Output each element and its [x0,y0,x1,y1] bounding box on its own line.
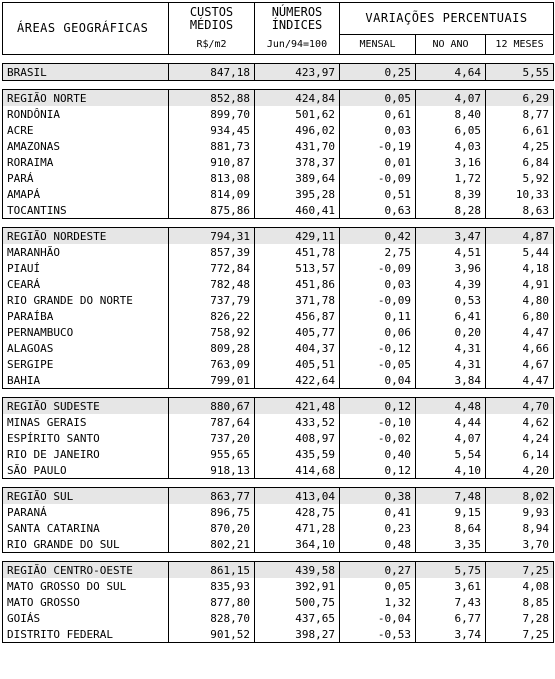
cell-meses12: 8,85 [486,594,554,610]
cell-indice: 414,68 [255,462,340,479]
cell-mensal: -0,09 [340,170,416,186]
cell-meses12: 4,91 [486,276,554,292]
cell-meses12: 4,87 [486,228,554,245]
areas-header: ÁREAS GEOGRÁFICAS [3,3,169,55]
cell-ano: 9,15 [416,504,486,520]
cell-ano: 4,07 [416,90,486,107]
cell-mensal: -0,19 [340,138,416,154]
cell-custo: 934,45 [169,122,255,138]
area-name: PIAUÍ [3,260,169,276]
state-row [3,504,554,520]
state-row [3,308,554,324]
cell-indice: 364,10 [255,536,340,553]
area-name: RORAIMA [3,154,169,170]
cell-mensal: -0,53 [340,626,416,643]
spacer-row [3,553,554,562]
cell-ano: 5,54 [416,446,486,462]
cell-mensal: 0,04 [340,372,416,389]
state-row [3,122,554,138]
area-name: SANTA CATARINA [3,520,169,536]
state-row [3,626,554,643]
region-row [3,90,554,107]
state-row [3,356,554,372]
cell-ano: 4,64 [416,64,486,81]
header-row-top [3,3,554,35]
cell-ano: 8,40 [416,106,486,122]
cell-custo: 782,48 [169,276,255,292]
spacer-row [3,389,554,398]
cell-custo: 955,65 [169,446,255,462]
variacoes-header: VARIAÇÕES PERCENTUAIS [340,3,554,35]
table-body [3,55,554,643]
cell-indice: 471,28 [255,520,340,536]
cell-indice: 378,37 [255,154,340,170]
state-row [3,536,554,553]
area-name: RIO DE JANEIRO [3,446,169,462]
cell-custo: 758,92 [169,324,255,340]
cell-indice: 423,97 [255,64,340,81]
state-row [3,202,554,219]
region-row [3,488,554,505]
area-name: MARANHÃO [3,244,169,260]
cell-meses12: 4,24 [486,430,554,446]
cell-mensal: -0,04 [340,610,416,626]
cell-meses12: 6,61 [486,122,554,138]
state-row [3,430,554,446]
cell-indice: 439,58 [255,562,340,579]
cell-custo: 910,87 [169,154,255,170]
state-row [3,462,554,479]
cell-ano: 6,41 [416,308,486,324]
cell-meses12: 9,93 [486,504,554,520]
region-row [3,562,554,579]
cell-ano: 4,31 [416,340,486,356]
cell-meses12: 6,80 [486,308,554,324]
cell-meses12: 7,28 [486,610,554,626]
state-row [3,186,554,202]
spacer-row [3,81,554,90]
unit-indices: Jun/94=100 [255,35,340,55]
area-name: SÃO PAULO [3,462,169,479]
cell-indice: 404,37 [255,340,340,356]
col-12-meses: 12 MESES [486,35,554,55]
cell-meses12: 7,25 [486,626,554,643]
state-row [3,414,554,430]
cell-ano: 3,96 [416,260,486,276]
cell-mensal: 0,12 [340,462,416,479]
cell-custo: 901,52 [169,626,255,643]
cell-meses12: 4,20 [486,462,554,479]
spacer-cell [3,55,554,64]
cell-custo: 737,20 [169,430,255,446]
area-name: REGIÃO SUL [3,488,169,505]
cell-ano: 4,39 [416,276,486,292]
cell-meses12: 8,77 [486,106,554,122]
cell-mensal: 0,05 [340,90,416,107]
spacer-cell [3,389,554,398]
area-name: AMAZONAS [3,138,169,154]
col-mensal: MENSAL [340,35,416,55]
cell-mensal: 0,06 [340,324,416,340]
area-name: PARAÍBA [3,308,169,324]
cost-table [2,2,554,643]
cell-indice: 433,52 [255,414,340,430]
spacer-row [3,55,554,64]
cell-meses12: 5,92 [486,170,554,186]
cell-indice: 408,97 [255,430,340,446]
state-row [3,106,554,122]
indices-header: NÚMEROS ÍNDICES [255,3,340,35]
unit-custos: R$/m2 [169,35,255,55]
cell-meses12: 7,25 [486,562,554,579]
area-name: RIO GRANDE DO SUL [3,536,169,553]
cell-mensal: 0,38 [340,488,416,505]
area-name: AMAPÁ [3,186,169,202]
cell-mensal: 0,48 [340,536,416,553]
area-name: MINAS GERAIS [3,414,169,430]
cell-meses12: 4,66 [486,340,554,356]
cell-mensal: -0,05 [340,356,416,372]
cell-meses12: 4,47 [486,324,554,340]
cell-custo: 857,39 [169,244,255,260]
cell-ano: 7,48 [416,488,486,505]
cell-indice: 437,65 [255,610,340,626]
cell-mensal: 0,61 [340,106,416,122]
cell-indice: 371,78 [255,292,340,308]
cell-ano: 4,07 [416,430,486,446]
cell-indice: 428,75 [255,504,340,520]
cell-mensal: 0,12 [340,398,416,415]
cell-meses12: 4,70 [486,398,554,415]
area-name: REGIÃO CENTRO-OESTE [3,562,169,579]
cell-ano: 4,44 [416,414,486,430]
spacer-cell [3,553,554,562]
cell-ano: 3,84 [416,372,486,389]
cell-ano: 3,35 [416,536,486,553]
cell-custo: 772,84 [169,260,255,276]
cell-ano: 4,03 [416,138,486,154]
cell-meses12: 8,94 [486,520,554,536]
cell-meses12: 3,70 [486,536,554,553]
cell-ano: 4,31 [416,356,486,372]
cell-custo: 835,93 [169,578,255,594]
cell-meses12: 8,02 [486,488,554,505]
cell-custo: 870,20 [169,520,255,536]
area-name: BAHIA [3,372,169,389]
cell-indice: 460,41 [255,202,340,219]
region-row [3,228,554,245]
cell-mensal: 0,40 [340,446,416,462]
cell-custo: 881,73 [169,138,255,154]
area-name: PARÁ [3,170,169,186]
cell-mensal: 0,03 [340,276,416,292]
cell-indice: 392,91 [255,578,340,594]
cell-mensal: 0,51 [340,186,416,202]
spacer-cell [3,219,554,228]
cell-mensal: 1,32 [340,594,416,610]
cell-indice: 451,78 [255,244,340,260]
cell-indice: 431,70 [255,138,340,154]
cell-custo: 861,15 [169,562,255,579]
area-name: TOCANTINS [3,202,169,219]
cell-ano: 8,64 [416,520,486,536]
region-row [3,398,554,415]
cell-ano: 6,77 [416,610,486,626]
cell-custo: 794,31 [169,228,255,245]
cell-meses12: 4,08 [486,578,554,594]
state-row [3,340,554,356]
cell-meses12: 4,25 [486,138,554,154]
cell-custo: 799,01 [169,372,255,389]
cell-meses12: 4,47 [486,372,554,389]
col-no-ano: NO ANO [416,35,486,55]
cell-indice: 456,87 [255,308,340,324]
state-row [3,446,554,462]
cell-custo: 787,64 [169,414,255,430]
cell-ano: 5,75 [416,562,486,579]
cell-custo: 863,77 [169,488,255,505]
area-name: REGIÃO SUDESTE [3,398,169,415]
cell-indice: 398,27 [255,626,340,643]
cell-indice: 424,84 [255,90,340,107]
cell-ano: 4,10 [416,462,486,479]
cell-custo: 828,70 [169,610,255,626]
cell-custo: 880,67 [169,398,255,415]
cell-meses12: 6,14 [486,446,554,462]
spacer-cell [3,479,554,488]
cell-mensal: -0,02 [340,430,416,446]
state-row [3,324,554,340]
state-row [3,372,554,389]
cell-indice: 500,75 [255,594,340,610]
cell-mensal: 0,11 [340,308,416,324]
cell-meses12: 4,62 [486,414,554,430]
spacer-row [3,219,554,228]
cell-meses12: 6,29 [486,90,554,107]
spacer-cell [3,81,554,90]
area-name: SERGIPE [3,356,169,372]
cell-ano: 4,48 [416,398,486,415]
cell-meses12: 4,80 [486,292,554,308]
cell-mensal: -0,10 [340,414,416,430]
cell-custo: 875,86 [169,202,255,219]
cell-mensal: 2,75 [340,244,416,260]
state-row [3,154,554,170]
area-name: DISTRITO FEDERAL [3,626,169,643]
state-row [3,138,554,154]
area-name: RONDÔNIA [3,106,169,122]
cell-indice: 421,48 [255,398,340,415]
cell-ano: 3,16 [416,154,486,170]
total-row [3,64,554,81]
area-name: ESPÍRITO SANTO [3,430,169,446]
area-name: MATO GROSSO [3,594,169,610]
cell-mensal: 0,01 [340,154,416,170]
cell-ano: 6,05 [416,122,486,138]
cell-ano: 3,61 [416,578,486,594]
state-row [3,244,554,260]
cell-indice: 422,64 [255,372,340,389]
cell-mensal: -0,09 [340,260,416,276]
cell-custo: 802,21 [169,536,255,553]
cell-mensal: -0,09 [340,292,416,308]
cell-mensal: 0,05 [340,578,416,594]
state-row [3,276,554,292]
state-row [3,260,554,276]
cell-mensal: 0,63 [340,202,416,219]
cell-custo: 896,75 [169,504,255,520]
cell-meses12: 5,44 [486,244,554,260]
cell-mensal: 0,03 [340,122,416,138]
cell-indice: 395,28 [255,186,340,202]
cell-ano: 3,47 [416,228,486,245]
area-name: CEARÁ [3,276,169,292]
cell-indice: 405,77 [255,324,340,340]
cell-indice: 413,04 [255,488,340,505]
cell-custo: 763,09 [169,356,255,372]
area-name: GOIÁS [3,610,169,626]
state-row [3,594,554,610]
cell-meses12: 8,63 [486,202,554,219]
cell-ano: 3,74 [416,626,486,643]
cell-indice: 451,86 [255,276,340,292]
cell-custo: 847,18 [169,64,255,81]
cell-meses12: 4,67 [486,356,554,372]
cell-ano: 1,72 [416,170,486,186]
area-name: RIO GRANDE DO NORTE [3,292,169,308]
spacer-row [3,479,554,488]
cell-meses12: 4,18 [486,260,554,276]
cell-mensal: 0,27 [340,562,416,579]
cell-ano: 0,20 [416,324,486,340]
cell-indice: 501,62 [255,106,340,122]
cell-meses12: 5,55 [486,64,554,81]
cell-custo: 918,13 [169,462,255,479]
cell-mensal: 0,42 [340,228,416,245]
area-name: MATO GROSSO DO SUL [3,578,169,594]
cell-ano: 0,53 [416,292,486,308]
custos-header: CUSTOS MÉDIOS [169,3,255,35]
cell-mensal: -0,12 [340,340,416,356]
state-row [3,578,554,594]
cell-meses12: 6,84 [486,154,554,170]
cell-custo: 852,88 [169,90,255,107]
area-name: ACRE [3,122,169,138]
cell-custo: 813,08 [169,170,255,186]
cell-meses12: 10,33 [486,186,554,202]
cell-custo: 899,70 [169,106,255,122]
cell-custo: 737,79 [169,292,255,308]
cell-mensal: 0,23 [340,520,416,536]
state-row [3,292,554,308]
cell-ano: 8,28 [416,202,486,219]
cell-custo: 809,28 [169,340,255,356]
cell-indice: 405,51 [255,356,340,372]
cell-custo: 877,80 [169,594,255,610]
cell-mensal: 0,41 [340,504,416,520]
area-name: REGIÃO NORDESTE [3,228,169,245]
area-name: REGIÃO NORTE [3,90,169,107]
cell-ano: 7,43 [416,594,486,610]
state-row [3,520,554,536]
cell-custo: 814,09 [169,186,255,202]
cell-ano: 4,51 [416,244,486,260]
state-row [3,170,554,186]
cell-indice: 429,11 [255,228,340,245]
area-name: PERNAMBUCO [3,324,169,340]
cell-indice: 389,64 [255,170,340,186]
state-row [3,610,554,626]
area-name: PARANÁ [3,504,169,520]
area-name: BRASIL [3,64,169,81]
cell-indice: 513,57 [255,260,340,276]
cell-mensal: 0,25 [340,64,416,81]
cell-indice: 435,59 [255,446,340,462]
cell-ano: 8,39 [416,186,486,202]
area-name: ALAGOAS [3,340,169,356]
cell-custo: 826,22 [169,308,255,324]
cell-indice: 496,02 [255,122,340,138]
